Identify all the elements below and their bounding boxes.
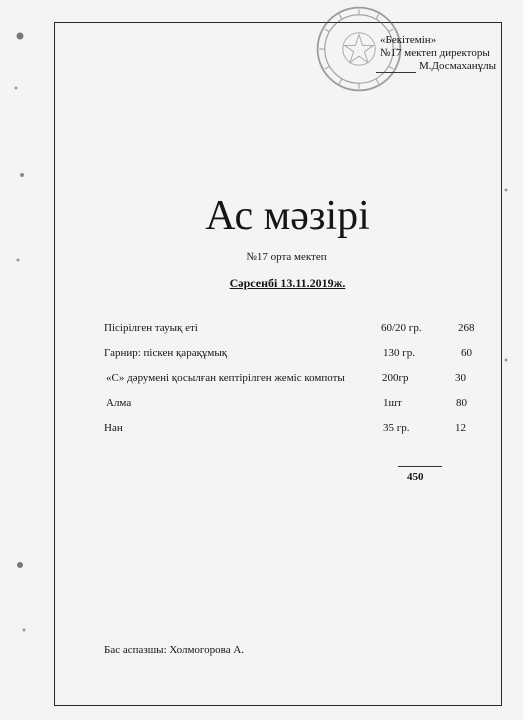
signature-blank [376,63,416,73]
school-name: №17 орта мектеп [246,251,327,263]
menu-item-portion: 130 гр. [383,347,416,359]
menu-item-calories: 60 [461,347,472,359]
approval-title: «Бекітемін» [380,34,437,46]
menu-item-name: Гарнир: піскен қарақұмық [104,347,228,359]
menu-item-calories: 268 [458,322,475,334]
director-signature-line [376,60,516,73]
menu-item-portion: 200гр [382,372,409,384]
director-position: №17 мектеп директоры [380,47,490,59]
menu-item-portion: 60/20 гр. [381,322,422,334]
menu-item-calories: 12 [455,422,466,434]
director-name: М.Досмаханұлы [419,60,496,72]
menu-item-name: Пісірілген тауық еті [104,322,198,334]
menu-date: Сәрсенбі 13.11.2019ж. [229,276,346,290]
menu-item-calories: 30 [455,372,466,384]
menu-item-portion: 1шт [383,397,402,409]
menu-item-name: Алма [106,397,132,409]
total-divider [398,466,442,467]
menu-item-calories: 80 [456,397,467,409]
head-chef-signature: Бас аспазшы: Холмогорова А. [104,644,245,656]
page-title: Ас мәзірі [205,193,370,239]
menu-item-portion: 35 гр. [383,422,410,434]
menu-item-name: Нан [104,422,123,434]
total-calories: 450 [407,471,424,483]
approval-block [376,34,516,73]
menu-item-name: «С» дәрумені қосылған кептірілген жеміс компоты [106,372,345,384]
